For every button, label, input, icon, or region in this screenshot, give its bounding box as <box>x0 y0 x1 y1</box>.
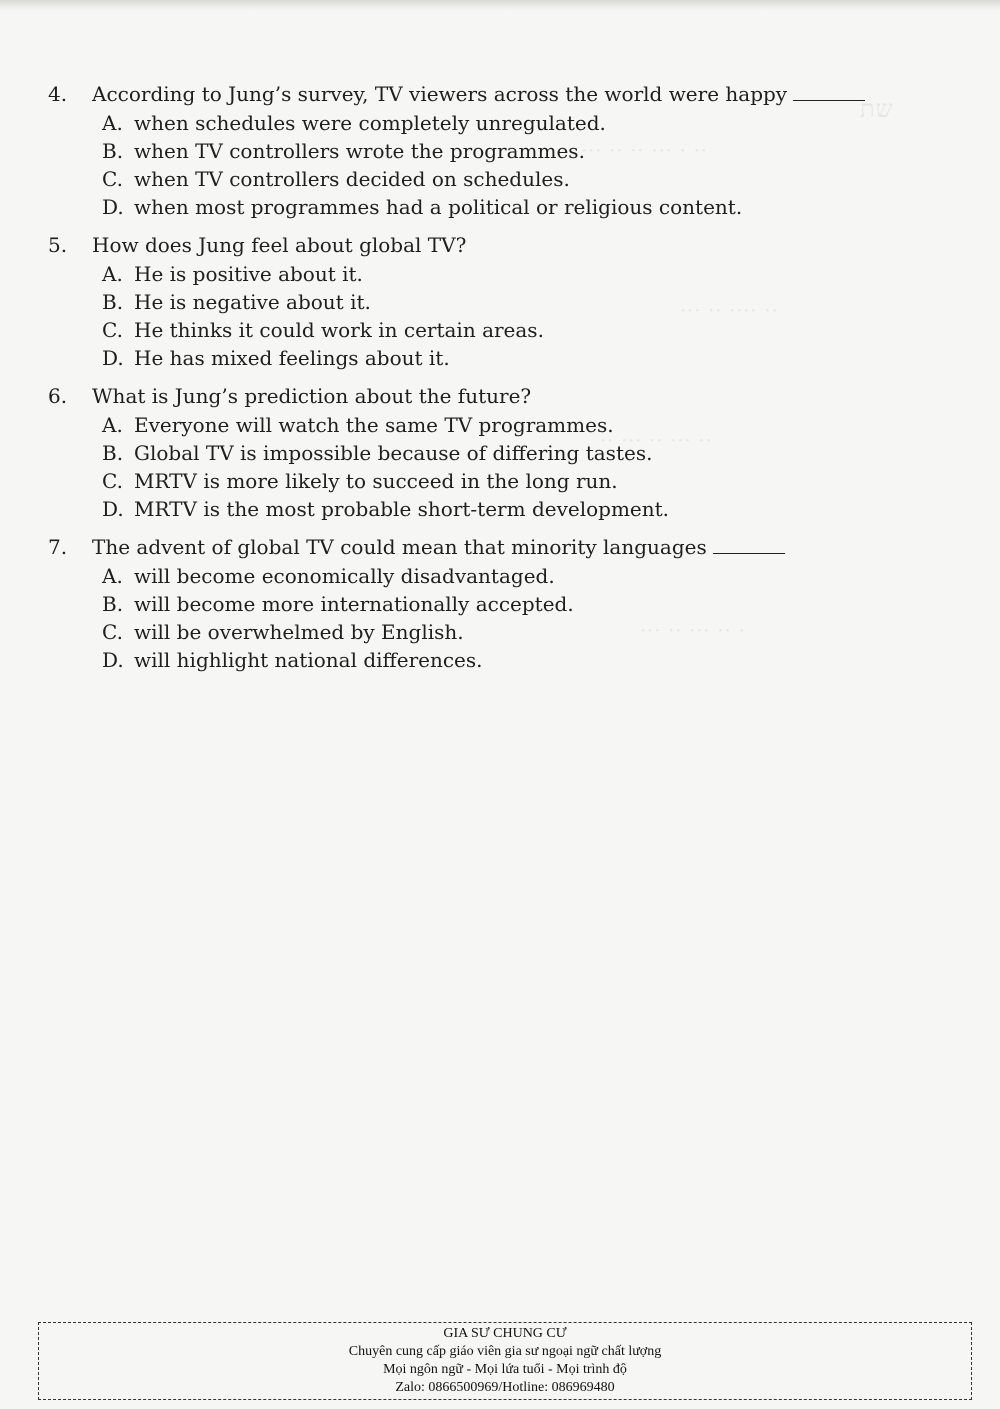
answer-blank <box>793 82 865 101</box>
option-d: D. will highlight national differences. <box>102 648 483 672</box>
bleed-through-texture: ··· ·· ···· ·· <box>680 300 779 322</box>
bleed-through-texture: ·· ··· ·· ·· ··· · ·· <box>560 140 708 162</box>
question-7 <box>48 533 908 674</box>
footer-tagline: Chuyên cung cấp giáo viên gia sư ngoại ngữ chất lượng <box>348 1344 662 1359</box>
question-text: According to Jung’s survey, TV viewers across the world were happy <box>92 82 788 106</box>
question-4 <box>48 80 908 221</box>
option-list <box>102 260 908 372</box>
footer-slogan: Mọi ngôn ngữ - Mọi lứa tuổi - Mọi trình độ <box>383 1362 627 1377</box>
answer-blank <box>713 535 785 554</box>
option-a: A. He is positive about it. <box>102 262 363 286</box>
option-list <box>102 411 908 523</box>
question-5 <box>48 231 908 372</box>
question-number: 6. <box>48 384 68 408</box>
bleed-through-texture: שת <box>860 95 894 123</box>
option-a: A. Everyone will watch the same TV programmes. <box>102 413 614 437</box>
question-text: How does Jung feel about global TV? <box>92 233 467 257</box>
question-number: 5. <box>48 233 68 257</box>
footer-brand: GIA SƯ CHUNG CƯ <box>443 1326 567 1341</box>
page-top-edge <box>0 0 1000 10</box>
question-number: 7. <box>48 535 68 559</box>
bleed-through-texture: ·· ··· ·· ··· ·· <box>600 430 713 452</box>
option-a: A. when schedules were completely unregulated. <box>102 111 606 135</box>
option-b: B. Global TV is impossible because of differing tastes. <box>102 441 653 465</box>
option-c: C. when TV controllers decided on schedules. <box>102 167 570 191</box>
option-c: C. will be overwhelmed by English. <box>102 620 464 644</box>
option-b: B. He is negative about it. <box>102 290 371 314</box>
option-b: B. when TV controllers wrote the programmes. <box>102 139 585 163</box>
question-6 <box>48 382 908 523</box>
option-b: B. will become more internationally accepted. <box>102 592 574 616</box>
footer-ad-box <box>38 1322 972 1400</box>
footer-contact: Zalo: 0866500969/Hotline: 086969480 <box>395 1380 615 1395</box>
option-d: D. He has mixed feelings about it. <box>102 346 450 370</box>
option-c: C. MRTV is more likely to succeed in the long run. <box>102 469 618 493</box>
question-number: 4. <box>48 82 68 106</box>
option-c: C. He thinks it could work in certain areas. <box>102 318 544 342</box>
question-text: What is Jung’s prediction about the future? <box>92 384 532 408</box>
question-list <box>48 80 908 684</box>
option-a: A. will become economically disadvantaged. <box>102 564 555 588</box>
option-list <box>102 109 908 221</box>
bleed-through-texture: ··· ·· ··· ·· · <box>640 620 746 642</box>
option-d: D. MRTV is the most probable short-term development. <box>102 497 670 521</box>
option-list <box>102 562 908 674</box>
question-text: The advent of global TV could mean that minority languages <box>92 535 707 559</box>
option-d: D. when most programmes had a political or religious content. <box>102 195 743 219</box>
